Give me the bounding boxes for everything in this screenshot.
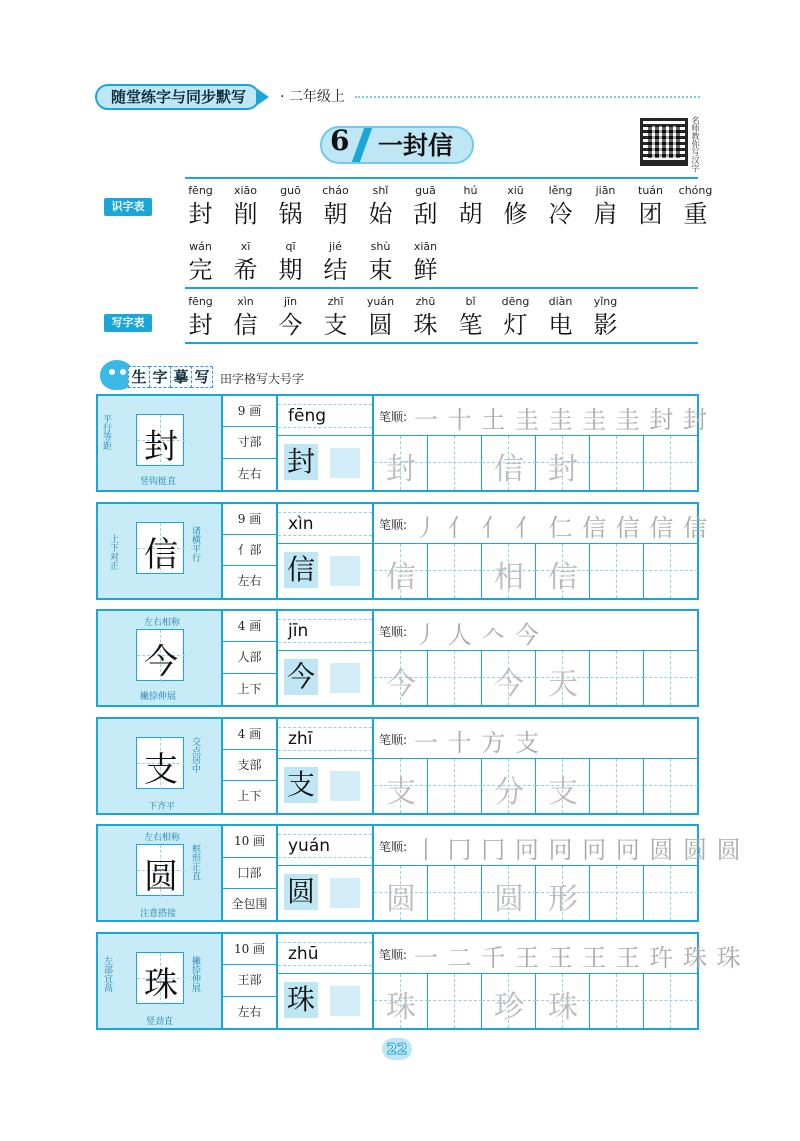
char-item	[223, 295, 268, 340]
trace-box[interactable]	[330, 986, 360, 1016]
structure: 全包围	[231, 896, 268, 911]
practice-grid[interactable]	[374, 544, 699, 598]
char-item	[313, 184, 358, 229]
practice-word-char: 珍	[494, 990, 524, 1025]
character-practice-row	[96, 609, 699, 707]
write-bottom-rule	[185, 342, 698, 344]
char-info	[223, 611, 278, 705]
char-item	[493, 184, 538, 229]
trace-box[interactable]	[330, 878, 360, 908]
hanzi-char: 今	[278, 311, 303, 339]
model-char-box	[136, 414, 184, 466]
char-info	[223, 396, 278, 490]
char-item	[538, 295, 583, 340]
trace-box[interactable]	[330, 663, 360, 693]
pinyin-cell	[278, 826, 374, 920]
character-practice-row	[96, 394, 709, 492]
practice-cell[interactable]	[590, 651, 644, 705]
model-char-cell	[98, 719, 223, 813]
radical: 囗部	[223, 858, 276, 889]
char-pinyin: yuán	[288, 836, 331, 857]
trace-char[interactable]: 支	[284, 767, 318, 803]
char-item	[628, 184, 673, 229]
model-char: 信	[144, 534, 178, 575]
stroke-order-label: 笔顺:	[379, 732, 408, 747]
hanzi-char: 朝	[323, 200, 348, 228]
model-char-cell	[98, 504, 223, 598]
hanzi-char: 冷	[548, 200, 573, 228]
writing-tip: 上下对正	[108, 533, 118, 570]
char-item	[358, 295, 403, 340]
hanzi-char: 支	[323, 311, 348, 339]
stroke-count: 10 画	[223, 934, 276, 965]
practice-grid[interactable]	[374, 759, 699, 813]
pinyin-label: yuán	[366, 295, 395, 308]
char-item	[223, 240, 268, 285]
char-pinyin: fēng	[288, 406, 327, 426]
radical: 王部	[223, 965, 276, 996]
pinyin-cell	[278, 396, 374, 490]
practice-cell[interactable]	[644, 544, 698, 598]
model-char-box	[136, 629, 184, 681]
grade-label: · 二年级上	[280, 89, 345, 105]
practice-cell[interactable]	[590, 974, 644, 1028]
pinyin-label: shǐ	[372, 184, 389, 197]
practice-cell[interactable]	[644, 974, 698, 1028]
radical: 人部	[223, 642, 276, 673]
pinyin-label: xìn	[237, 295, 254, 308]
practice-word-char: 今	[494, 667, 524, 703]
stroke-order: 丿 人 𠆢 今	[414, 621, 540, 650]
practice-cell[interactable]	[428, 436, 482, 490]
structure: 左右	[237, 574, 262, 589]
practice-word-char: 封	[386, 452, 416, 487]
write-tag: 写字表	[104, 314, 152, 332]
pinyin-label: xiāo	[233, 184, 258, 197]
char-item	[448, 295, 493, 340]
model-char: 今	[144, 642, 178, 683]
practice-cell[interactable]	[428, 866, 482, 920]
stroke-order-row	[374, 611, 699, 651]
pinyin-cell	[278, 611, 374, 705]
hanzi-char: 削	[233, 200, 258, 228]
practice-cell[interactable]	[428, 544, 482, 598]
hanzi-char: 束	[368, 256, 393, 284]
lesson-title: 一封信	[378, 131, 454, 160]
pinyin-label: yǐng	[593, 295, 618, 308]
structure: 上下	[237, 789, 262, 804]
hanzi-char: 珠	[413, 311, 438, 339]
char-item	[313, 240, 358, 285]
char-info	[223, 934, 278, 1028]
char-item	[268, 240, 313, 285]
stroke-order-row	[374, 396, 709, 436]
char-item	[358, 184, 403, 229]
hanzi-char: 团	[638, 200, 663, 228]
writing-tip: 撇捺伸展	[140, 692, 177, 703]
practice-word-char: 形	[548, 882, 578, 918]
stroke-order-row	[374, 504, 709, 544]
radical: 寸部	[223, 427, 276, 458]
practice-word-char: 圆	[494, 882, 524, 918]
practice-word-char: 信	[548, 559, 578, 595]
trace-box[interactable]	[330, 556, 360, 586]
practice-word-char: 封	[548, 452, 578, 487]
pinyin-label: dēng	[501, 295, 530, 308]
trace-char[interactable]: 封	[284, 444, 318, 480]
hanzi-char: 结	[323, 256, 348, 284]
hanzi-char: 封	[188, 311, 213, 339]
model-char-box	[136, 844, 184, 896]
recognize-row-1	[178, 184, 718, 229]
practice-word-char: 信	[494, 452, 524, 487]
section-title-char: 写	[191, 366, 213, 388]
stroke-order-row	[374, 719, 699, 759]
hanzi-char: 圆	[368, 311, 393, 339]
char-pinyin: zhī	[288, 728, 313, 749]
practice-word-char: 支	[548, 774, 578, 810]
hanzi-char: 修	[503, 200, 528, 228]
char-item	[493, 295, 538, 340]
model-char: 圆	[144, 857, 178, 898]
practice-word-char: 分	[494, 774, 524, 810]
radical: 支部	[223, 750, 276, 781]
writing-tip: 注意搭接	[140, 909, 177, 920]
pinyin-label: lěng	[548, 184, 573, 197]
pinyin-label: hú	[463, 184, 478, 197]
hanzi-char: 影	[593, 311, 618, 339]
practice-cell[interactable]	[644, 866, 698, 920]
writing-tip: 左部宜高	[102, 956, 112, 992]
recognize-row-2	[178, 240, 448, 285]
hanzi-char: 刮	[413, 200, 438, 228]
practice-cell[interactable]	[644, 651, 698, 705]
recognize-bottom-rule	[185, 287, 698, 289]
series-title: 随堂练字与同步默写	[95, 84, 260, 110]
page-number: 22	[382, 1038, 412, 1060]
hanzi-char: 肩	[593, 200, 618, 228]
stroke-count: 9 画	[223, 504, 276, 535]
stroke-order-row	[374, 934, 742, 974]
stroke-order-label: 笔顺:	[379, 948, 408, 962]
stroke-order-label: 笔顺:	[379, 410, 408, 424]
lesson-number: 6	[330, 124, 350, 157]
char-item	[403, 240, 448, 285]
practice-grid[interactable]	[374, 866, 699, 920]
writing-tip: 撇捺伸展	[190, 956, 200, 992]
pinyin-label: shù	[370, 240, 391, 253]
pinyin-label: guā	[415, 184, 436, 197]
structure: 左右	[237, 466, 262, 481]
writing-tip: 左右相称	[144, 618, 181, 629]
pinyin-label: jié	[329, 240, 342, 253]
character-practice-row	[96, 717, 699, 815]
practice-cell[interactable]	[428, 759, 482, 813]
stroke-count: 9 画	[223, 396, 276, 427]
pinyin-label: guō	[280, 184, 301, 197]
hanzi-char: 鲜	[413, 256, 438, 284]
trace-char[interactable]: 圆	[284, 874, 318, 910]
hanzi-char: 始	[368, 200, 393, 228]
trace-box[interactable]	[330, 771, 360, 801]
hanzi-char: 重	[683, 200, 708, 228]
char-item	[313, 295, 358, 340]
trace-box[interactable]	[330, 448, 360, 478]
pinyin-label: fēng	[188, 184, 213, 197]
pinyin-label: bǐ	[465, 295, 476, 308]
recognize-top-rule	[185, 177, 698, 179]
pinyin-label: diàn	[548, 295, 573, 308]
practice-cell[interactable]	[590, 759, 644, 813]
hanzi-char: 信	[233, 311, 258, 339]
writing-tip: 左右相称	[144, 833, 181, 844]
writing-tip: 竖劲直	[146, 1017, 174, 1027]
stroke-order-row	[374, 826, 742, 866]
pinyin-cell	[278, 934, 374, 1028]
char-info	[223, 504, 278, 598]
stroke-order: 一 十 土 圭 圭 圭 圭 封 封	[414, 406, 709, 434]
writing-tip: 框形正直	[190, 844, 200, 881]
section-title-char: 字	[149, 366, 171, 388]
practice-grid[interactable]	[374, 651, 699, 705]
hanzi-char: 电	[548, 311, 573, 339]
model-char-cell	[98, 611, 223, 705]
char-item	[403, 184, 448, 229]
pinyin-label: jīn	[283, 295, 298, 308]
char-item	[583, 184, 628, 229]
practice-word-char: 天	[548, 667, 578, 703]
hanzi-char: 胡	[458, 200, 483, 228]
pinyin-label: xī	[240, 240, 251, 253]
writing-tip: 交点居中	[190, 736, 200, 773]
model-char-box	[136, 952, 184, 1004]
trace-char[interactable]: 今	[284, 659, 318, 695]
qr-pattern	[648, 126, 680, 158]
char-info	[223, 826, 278, 920]
stroke-order-label: 笔顺:	[379, 840, 408, 855]
stroke-order-label: 笔顺:	[379, 625, 408, 640]
char-item	[178, 295, 223, 340]
model-char-cell	[98, 934, 223, 1028]
model-char-box	[136, 737, 184, 789]
hanzi-char: 锅	[278, 200, 303, 228]
section-title	[128, 366, 212, 388]
section-title-char: 生	[128, 366, 150, 388]
stroke-order: 丿 亻 亻 亻 仁 信 信 信 信	[414, 513, 709, 542]
model-char: 珠	[144, 965, 178, 1005]
stroke-order: 丨 冂 冂 冋 冋 冋 冋 圆 圆 圆	[414, 836, 742, 865]
qr-label: 名师教你写汉字	[691, 116, 700, 172]
pinyin-label: jiān	[595, 184, 616, 197]
practice-word-char: 珠	[386, 990, 416, 1025]
stroke-order-label: 笔顺:	[379, 517, 408, 532]
stroke-count: 10 画	[223, 826, 276, 857]
hanzi-char: 希	[233, 256, 258, 284]
model-char: 支	[144, 749, 178, 790]
stroke-order: 一 二 千 王 王 王 王 玝 珠 珠	[414, 944, 742, 972]
stroke-count: 4 画	[223, 611, 276, 642]
trace-char[interactable]: 信	[284, 552, 318, 588]
trace-char[interactable]: 珠	[284, 982, 318, 1018]
structure: 左右	[237, 1004, 262, 1019]
practice-cell[interactable]	[644, 759, 698, 813]
model-char-box	[136, 522, 184, 574]
header-arrow-icon	[256, 88, 269, 106]
pinyin-label: tuán	[638, 184, 663, 197]
section-title-char: 摹	[170, 366, 192, 388]
practice-grid[interactable]	[374, 974, 699, 1028]
hanzi-char: 灯	[503, 311, 528, 339]
pinyin-cell	[278, 504, 374, 598]
character-practice-row	[96, 502, 709, 600]
char-item	[673, 184, 718, 229]
pinyin-label: zhī	[327, 295, 344, 308]
practice-cell[interactable]	[428, 651, 482, 705]
practice-word-char: 信	[386, 559, 416, 595]
writing-tip: 平行等距	[101, 414, 111, 450]
pinyin-label: chóng	[678, 184, 713, 197]
pinyin-label: cháo	[322, 184, 349, 197]
practice-cell[interactable]	[590, 544, 644, 598]
char-pinyin: jīn	[288, 621, 309, 642]
char-item	[268, 184, 313, 229]
hanzi-char: 完	[188, 256, 213, 284]
practice-word-char: 相	[494, 559, 524, 595]
model-char: 封	[144, 427, 178, 467]
writing-tip: 竖钩挺直	[140, 477, 177, 487]
char-item	[403, 295, 448, 340]
char-pinyin: zhū	[288, 944, 319, 964]
model-char-cell	[98, 826, 223, 920]
char-item	[268, 295, 313, 340]
stroke-count: 4 画	[223, 719, 276, 750]
char-item	[538, 184, 583, 229]
practice-grid[interactable]	[374, 436, 699, 490]
model-char-cell	[98, 396, 223, 490]
radical: 亻部	[223, 535, 276, 566]
practice-cell[interactable]	[590, 866, 644, 920]
practice-word-char: 圆	[386, 882, 416, 918]
stroke-order: 一 十 方 支	[414, 728, 540, 757]
char-item	[583, 295, 628, 340]
practice-cell[interactable]	[644, 436, 698, 490]
practice-word-char: 今	[386, 667, 416, 703]
write-row	[178, 295, 628, 340]
pinyin-label: zhū	[415, 295, 436, 308]
practice-cell[interactable]	[590, 436, 644, 490]
char-item	[448, 184, 493, 229]
char-item	[178, 240, 223, 285]
hanzi-char: 笔	[458, 311, 483, 339]
pinyin-label: fēng	[188, 295, 213, 308]
header-divider	[355, 96, 700, 98]
char-item	[358, 240, 403, 285]
pinyin-label: xiān	[413, 240, 438, 253]
hanzi-char: 封	[188, 200, 213, 228]
pinyin-label: xiū	[507, 184, 524, 197]
char-pinyin: xìn	[288, 513, 314, 534]
practice-cell[interactable]	[428, 974, 482, 1028]
recognize-tag: 识字表	[104, 198, 152, 216]
char-item	[178, 184, 223, 229]
pinyin-label: wán	[189, 240, 212, 253]
hanzi-char: 期	[278, 256, 303, 284]
structure: 上下	[237, 681, 262, 696]
char-item	[223, 184, 268, 229]
character-practice-row	[96, 824, 742, 922]
practice-word-char: 支	[386, 774, 416, 810]
section-subtitle: 田字格写大号字	[220, 372, 305, 386]
practice-word-char: 珠	[548, 990, 578, 1025]
character-practice-row	[96, 932, 742, 1030]
pinyin-cell	[278, 719, 374, 813]
char-info	[223, 719, 278, 813]
writing-tip: 诸横平行	[190, 525, 200, 562]
pinyin-label: qī	[285, 240, 296, 253]
writing-tip: 下齐平	[148, 801, 176, 812]
